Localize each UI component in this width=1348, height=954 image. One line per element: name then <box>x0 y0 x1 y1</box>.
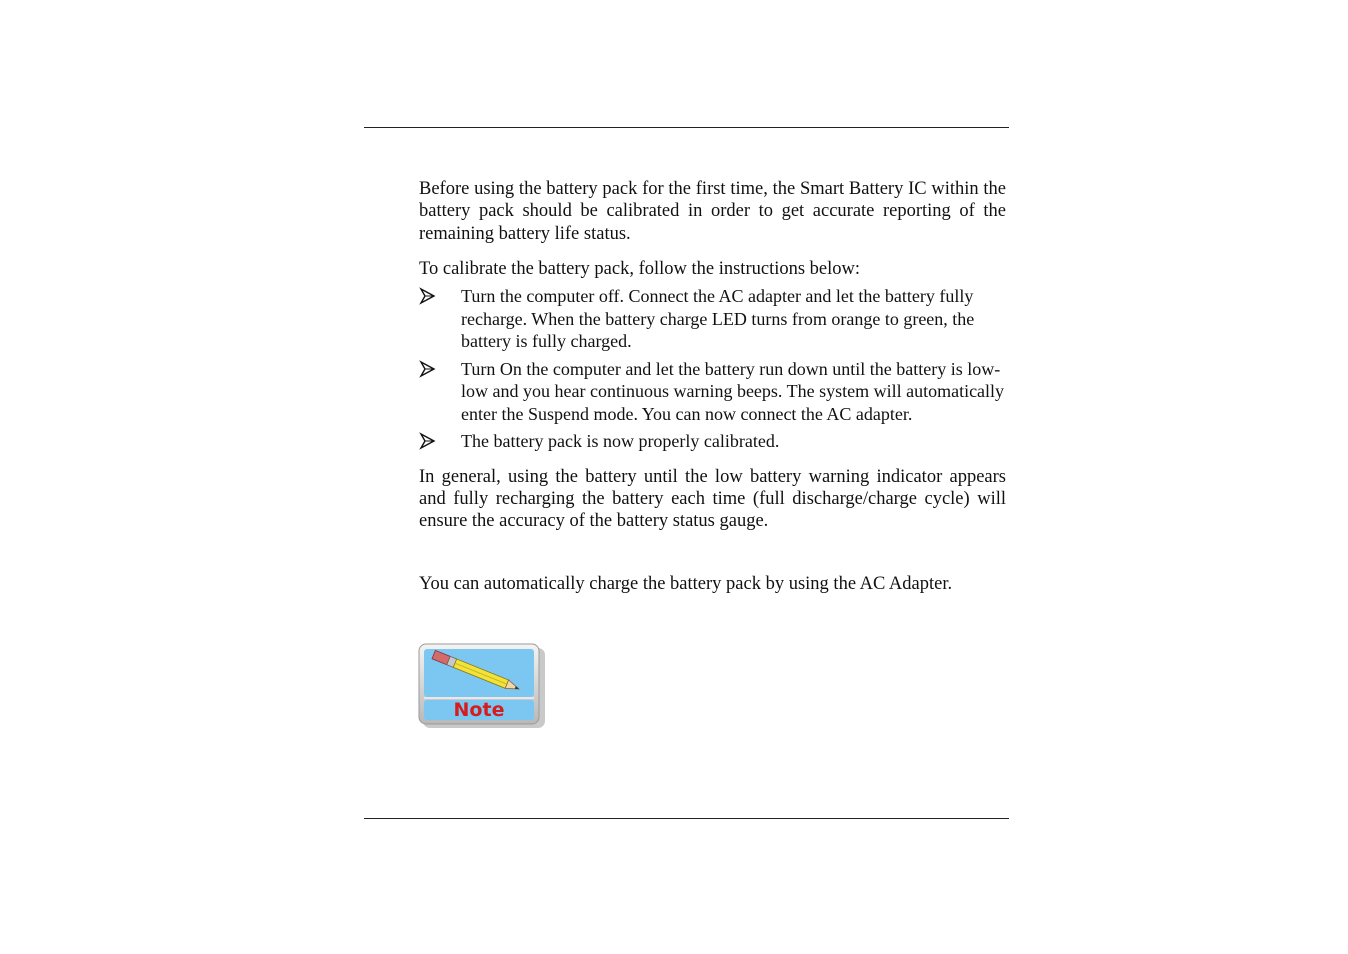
step-text: Turn the computer off. Connect the AC adapter and let the battery fully recharge. When the battery charge LED turns from orange to green, the battery is fully charged. <box>461 286 975 352</box>
intro-paragraph: Before using the battery pack for the first time, the Smart Battery IC within the battery pack should be calibrated in order to get accurate reporting of the remaining battery life status. <box>419 179 1006 244</box>
instructions-lead: To calibrate the battery pack, follow the instructions below: <box>419 258 861 279</box>
arrowhead-bullet-icon <box>419 285 437 307</box>
page-body <box>419 178 1006 595</box>
charging-paragraph: You can automatically charge the battery pack by using the AC Adapter. <box>419 573 953 594</box>
step-text: Turn On the computer and let the battery run down until the battery is low-low and you hear continuous warning beeps. The system will automatically enter the Suspend mode. You can now connect the AC adapter. <box>461 358 1005 424</box>
step-text: The battery pack is now properly calibrated. <box>461 431 780 452</box>
note-pencil-icon <box>418 643 548 731</box>
arrowhead-bullet-icon <box>419 430 437 452</box>
list-item <box>419 358 1006 426</box>
list-item <box>419 285 1006 353</box>
note-label: Note <box>453 699 505 721</box>
general-paragraph: In general, using the battery until the low battery warning indicator appears and fully recharging the battery each time (full discharge/charge cycle) will ensure the accuracy of the battery status gauge. <box>419 466 1006 532</box>
footer-rule <box>364 818 1009 819</box>
arrowhead-bullet-icon <box>419 358 437 380</box>
calibration-steps <box>419 285 1006 453</box>
list-item <box>419 430 1006 453</box>
header-rule <box>364 127 1009 128</box>
